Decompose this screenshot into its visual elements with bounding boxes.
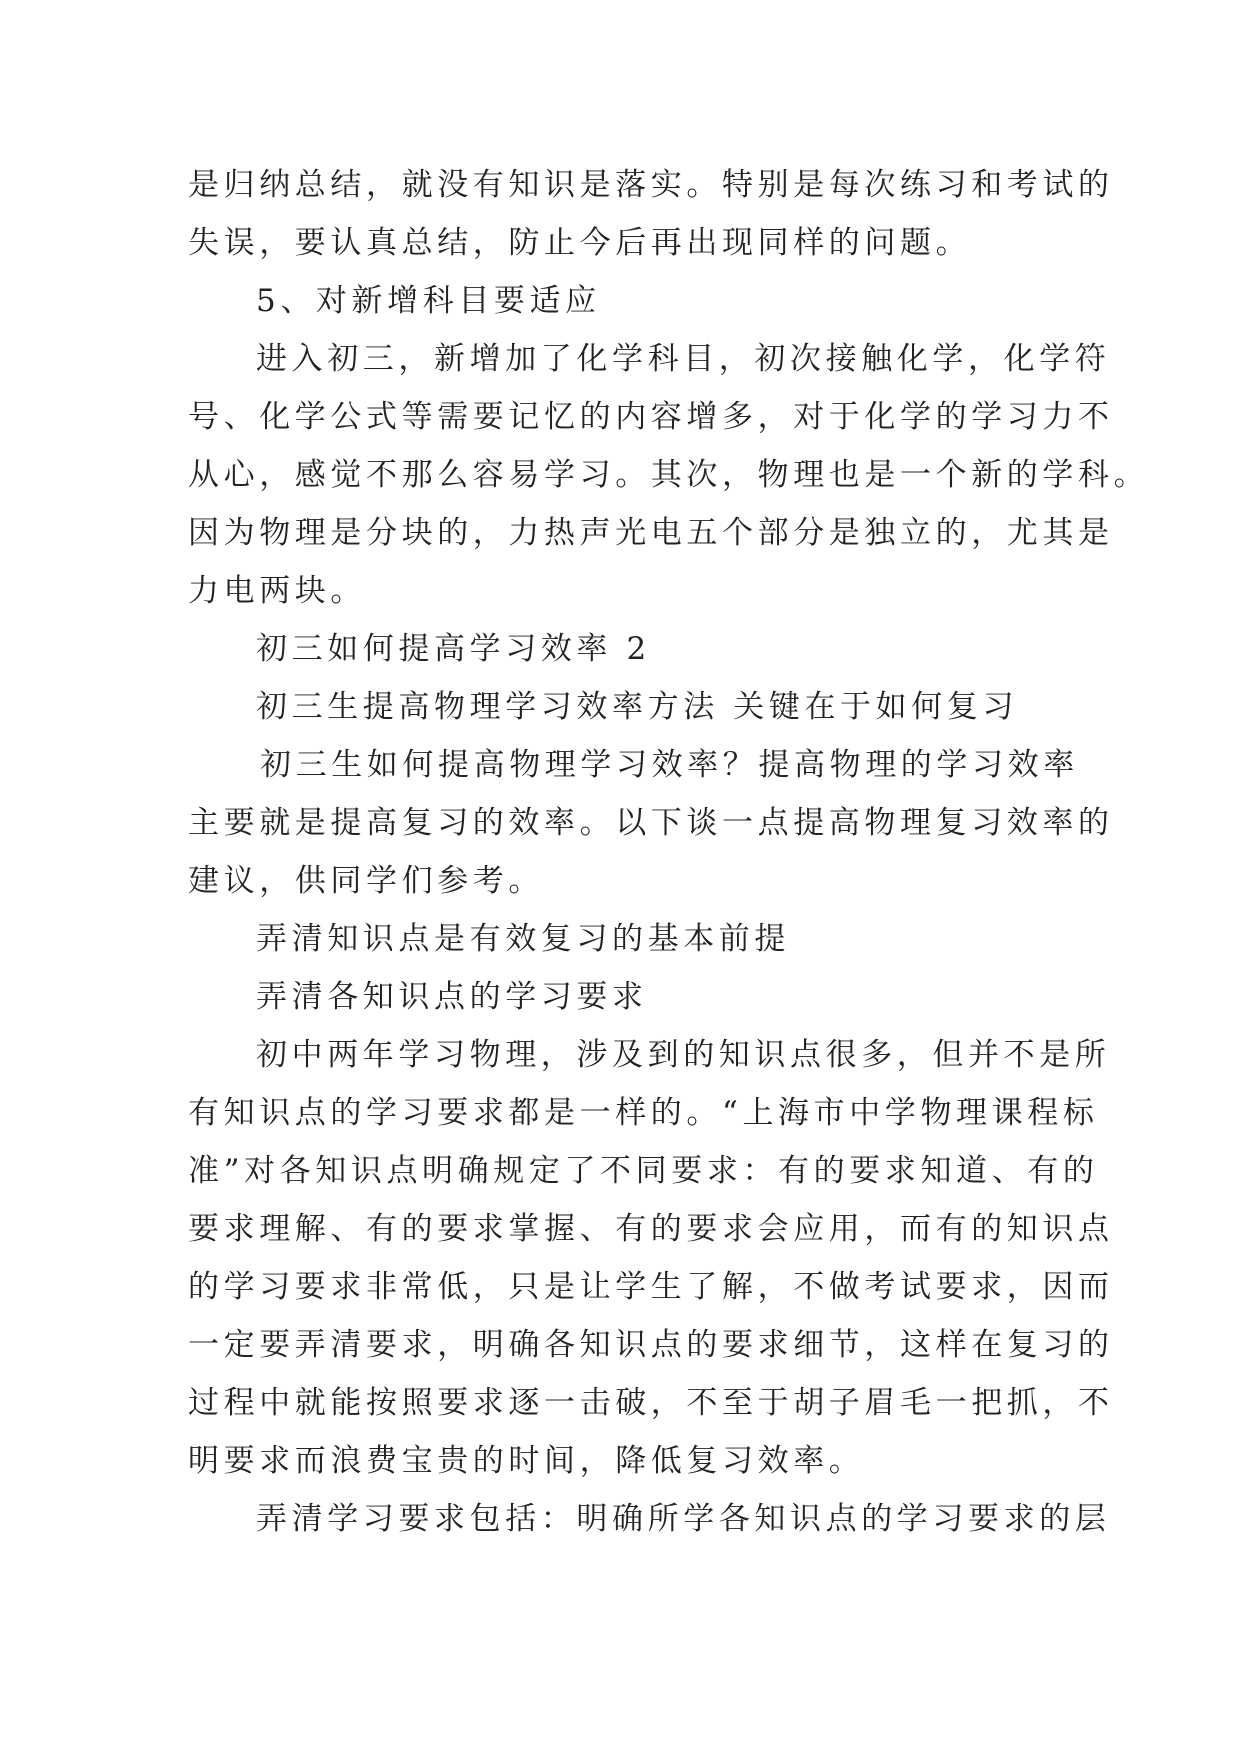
- text-line: 的学习要求非常低，只是让学生了解，不做考试要求，因而: [188, 1269, 1114, 1305]
- text-line: 从心，感觉不那么容易学习。其次，物理也是一个新的学科。: [188, 457, 1150, 493]
- text-line: 号、化学公式等需要记忆的内容增多，对于化学的学习力不: [188, 399, 1114, 435]
- text-line: 进入初三，新增加了化学科目，初次接触化学，化学符: [256, 341, 1111, 377]
- section-heading: 弄清各知识点的学习要求: [256, 979, 648, 1015]
- text-line: 一定要弄清要求，明确各知识点的要求细节，这样在复习的: [188, 1327, 1114, 1363]
- text-line: 是归纳总结，就没有知识是落实。特别是每次练习和考试的: [188, 167, 1114, 203]
- text-line: 准”对各知识点明确规定了不同要求：有的要求知道、有的: [188, 1153, 1099, 1189]
- article-title: 初三如何提高学习效率 2: [256, 631, 651, 667]
- text-line: 初中两年学习物理，涉及到的知识点很多，但并不是所: [256, 1037, 1111, 1073]
- text-line: 过程中就能按照要求逐一击破，不至于胡子眉毛一把抓，不: [188, 1385, 1114, 1421]
- text-line: 因为物理是分块的，力热声光电五个部分是独立的，尤其是: [188, 515, 1114, 551]
- text-line: 要求理解、有的要求掌握、有的要求会应用，而有的知识点: [188, 1211, 1114, 1247]
- text-line: 主要就是提高复习的效率。以下谈一点提高物理复习效率的: [188, 805, 1114, 841]
- text-line: 弄清学习要求包括：明确所学各知识点的学习要求的层: [256, 1501, 1111, 1537]
- section-heading: 弄清知识点是有效复习的基本前提: [256, 921, 790, 957]
- text-line: 初三生如何提高物理学习效率？提高物理的学习效率: [260, 747, 1079, 783]
- text-line: 建议，供同学们参考。: [188, 863, 544, 899]
- section-heading: 5、对新增科目要适应: [256, 283, 601, 319]
- text-line: 失误，要认真总结，防止今后再出现同样的问题。: [188, 225, 972, 261]
- text-line: 有知识点的学习要求都是一样的。“上海市中学物理课程标: [188, 1095, 1099, 1131]
- text-line: 力电两块。: [188, 573, 366, 609]
- article-subtitle: 初三生提高物理学习效率方法 关键在于如何复习: [256, 689, 1019, 725]
- text-line: 明要求而浪费宝贵的时间，降低复习效率。: [188, 1443, 865, 1479]
